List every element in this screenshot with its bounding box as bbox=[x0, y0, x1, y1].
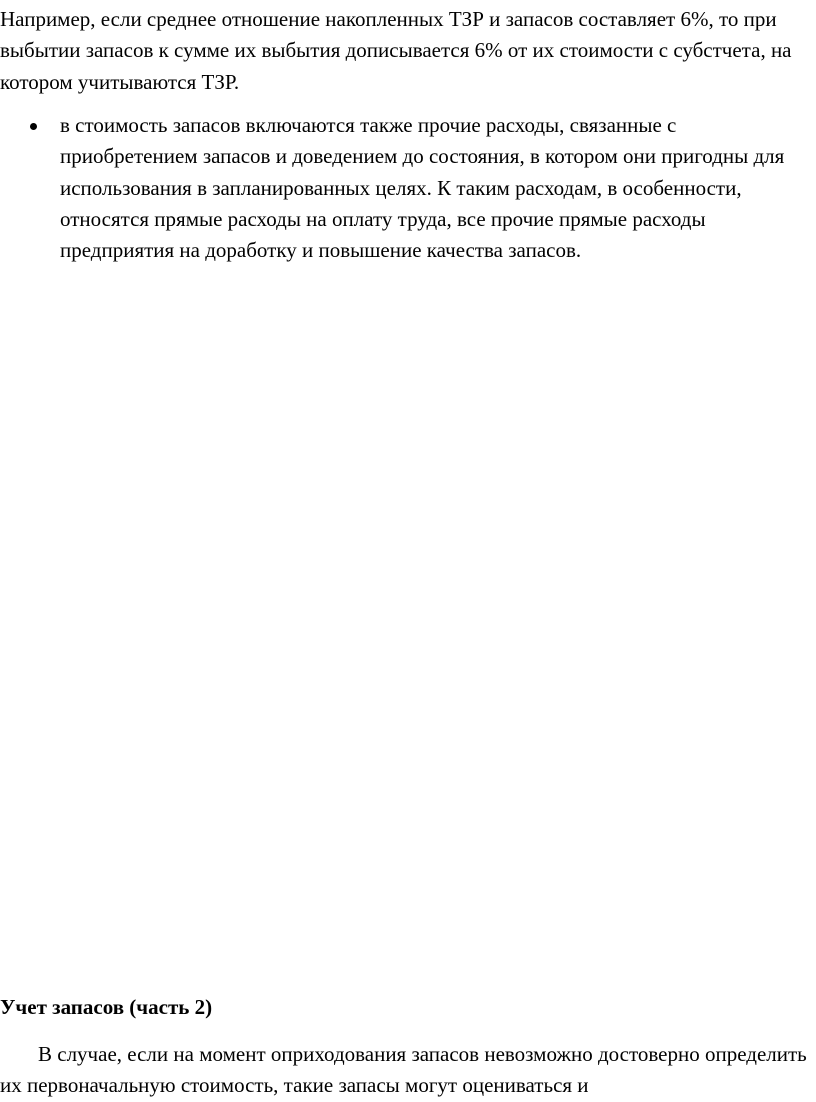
list-item bbox=[0, 110, 816, 266]
intro-paragraph: Например, если среднее отношение накопленных ТЗР и запасов составляет 6%, то при выбытии запасов к сумме их выбытия дописывается 6% от их стоимости с субстчета, на котором учитываются ТЗР. bbox=[0, 7, 792, 94]
section-paragraph: В случае, если на момент оприходования запасов невозможно достоверно определить их первоначальную стоимость, такие запасы могут оцениваться и bbox=[0, 1042, 807, 1098]
section-heading: Учет запасов (часть 2) bbox=[0, 995, 213, 1019]
bullet-text: в стоимость запасов включаются также прочие расходы, связанные с приобретением запасов и доведением до состояния, в котором они пригодны для использования в запланированных целях. К таким расходам, в особенности, относятся прямые расходы на оплату труда, все прочие прямые расходы предприятия на доработку и повышение качества запасов. bbox=[60, 113, 785, 263]
bullet-list bbox=[0, 110, 816, 266]
bullet-icon bbox=[30, 123, 37, 130]
